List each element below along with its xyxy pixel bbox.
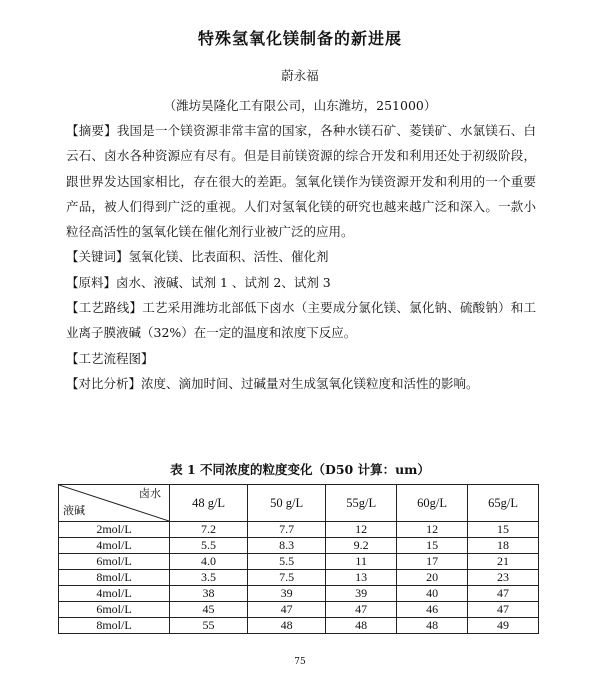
table-cell: 20 <box>397 570 468 586</box>
corner-bottom-label: 液碱 <box>63 505 85 517</box>
column-header: 50 g/L <box>248 485 326 522</box>
table-cell: 49 <box>468 618 539 634</box>
table-cell: 38 <box>170 586 248 602</box>
table-cell: 48 <box>248 618 326 634</box>
table-cell: 46 <box>397 602 468 618</box>
table-corner-cell <box>59 485 170 522</box>
table-cell: 7.7 <box>248 522 326 538</box>
paper-title: 特殊氢氧化镁制备的新进展 <box>197 29 402 48</box>
table-cell: 9.2 <box>326 538 397 554</box>
table-row <box>59 570 539 586</box>
table-cell: 47 <box>248 602 326 618</box>
table-row <box>59 554 539 570</box>
particle-size-table <box>58 484 539 634</box>
table-cell: 40 <box>397 586 468 602</box>
table-cell: 12 <box>397 522 468 538</box>
comparison-paragraph: 【对比分析】浓度、滴加时间、过碱量对生成氢氧化镁粒度和活性的影响。 <box>66 375 479 391</box>
table-cell: 13 <box>326 570 397 586</box>
table-cell: 5.5 <box>248 554 326 570</box>
table-cell: 3.5 <box>170 570 248 586</box>
row-label: 2mol/L <box>59 522 170 538</box>
row-label: 6mol/L <box>59 554 170 570</box>
table-cell: 5.5 <box>170 538 248 554</box>
page-number: 75 <box>294 657 306 667</box>
table-cell: 47 <box>468 586 539 602</box>
process-route-paragraph: 【工艺路线】工艺采用潍坊北部低下卤水（主要成分氯化镁、氯化钠、硫酸钠）和工业离子膜液碱（32%）在一定的温度和浓度下反应。 <box>66 300 536 341</box>
table-row <box>59 586 539 602</box>
column-header: 48 g/L <box>170 485 248 522</box>
row-label: 8mol/L <box>59 570 170 586</box>
table-cell: 55 <box>170 618 248 634</box>
table-cell: 45 <box>170 602 248 618</box>
table-row <box>59 538 539 554</box>
table-cell: 47 <box>326 602 397 618</box>
column-header: 60g/L <box>397 485 468 522</box>
paper-body <box>66 118 536 396</box>
table-cell: 39 <box>326 586 397 602</box>
table-cell: 18 <box>468 538 539 554</box>
table-cell: 23 <box>468 570 539 586</box>
row-label: 4mol/L <box>59 586 170 602</box>
table-cell: 11 <box>326 554 397 570</box>
materials-paragraph: 【原料】卤水、液碱、试剂 1 、试剂 2、试剂 3 <box>66 274 331 290</box>
table-row <box>59 618 539 634</box>
table-cell: 8.3 <box>248 538 326 554</box>
table-header-row <box>59 485 539 522</box>
author-name: 蔚永福 <box>281 68 319 83</box>
table-cell: 47 <box>468 602 539 618</box>
table-cell: 7.2 <box>170 522 248 538</box>
table-cell: 48 <box>326 618 397 634</box>
row-label: 6mol/L <box>59 602 170 618</box>
abstract-paragraph: 【摘要】我国是一个镁资源非常丰富的国家，各种水镁石矿、菱镁矿、水氯镁石、白云石、卤水各种资源应有尽有。但是目前镁资源的综合开发和利用还处于初级阶段，跟世界发达国家相比，存在很大的差距。氢氧化镁作为镁资源开发和利用的一个重要产品，被人们得到广泛的重视。人们对氢氧化镁的研究也越来越广泛和深入。一款小粒径高活性的氢氧化镁在催化剂行业被广泛的应用。 <box>66 123 536 240</box>
author-affiliation: （潍坊昊隆化工有限公司，山东潍坊，251000） <box>163 98 437 113</box>
table-cell: 15 <box>397 538 468 554</box>
corner-top-label: 卤水 <box>139 488 161 500</box>
table-cell: 4.0 <box>170 554 248 570</box>
table-cell: 12 <box>326 522 397 538</box>
row-label: 8mol/L <box>59 618 170 634</box>
column-header: 55g/L <box>326 485 397 522</box>
table-cell: 39 <box>248 586 326 602</box>
table-cell: 17 <box>397 554 468 570</box>
table-caption: 表 1 不同浓度的粒度变化（D50 计算：um） <box>170 462 430 477</box>
table-row <box>59 522 539 538</box>
flowchart-heading: 【工艺流程图】 <box>66 350 154 366</box>
table-cell: 15 <box>468 522 539 538</box>
table-cell: 48 <box>397 618 468 634</box>
table-cell: 7.5 <box>248 570 326 586</box>
column-header: 65g/L <box>468 485 539 522</box>
table-cell: 21 <box>468 554 539 570</box>
row-label: 4mol/L <box>59 538 170 554</box>
table-row <box>59 602 539 618</box>
keywords-paragraph: 【关键词】氢氧化镁、比表面积、活性、催化剂 <box>66 249 329 265</box>
